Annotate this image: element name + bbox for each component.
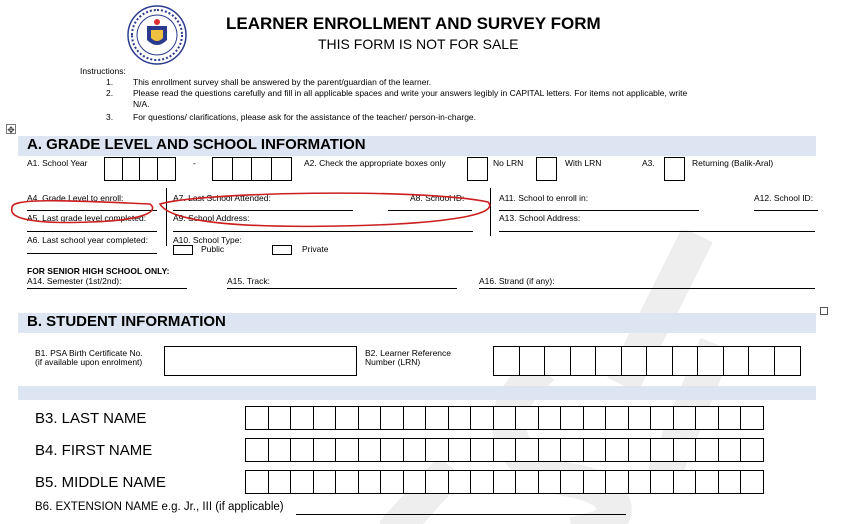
a5-line[interactable] <box>27 231 157 232</box>
a15-line[interactable] <box>227 288 457 289</box>
a11-line[interactable] <box>499 210 699 211</box>
a14-line[interactable] <box>27 288 187 289</box>
a12-label: A12. School ID: <box>754 193 814 203</box>
a5-label: A5. Last grade level completed: <box>27 213 147 223</box>
b6-label: B6. EXTENSION NAME e.g. Jr., III (if applicable) <box>35 501 284 513</box>
instruction-2-cont: N/A. <box>133 99 150 109</box>
b1-label-line2: (if available upon enrolment) <box>35 357 143 367</box>
public-checkbox[interactable] <box>173 245 193 255</box>
lrn-boxes[interactable] <box>493 346 799 376</box>
a7-label: A7. Last School Attended: <box>173 193 271 203</box>
resize-handle-icon[interactable] <box>820 307 828 315</box>
with-lrn-checkbox[interactable] <box>536 157 557 181</box>
a10-label: A10. School Type: <box>173 235 242 245</box>
first-name-boxes[interactable] <box>245 438 763 462</box>
instruction-2: Please read the questions carefully and fill in all applicable spaces and write your answers legibly in CAPITAL letters. For items not applicable, write <box>133 88 688 98</box>
instruction-num-1: 1. <box>106 77 114 87</box>
a6-line[interactable] <box>27 253 157 254</box>
instruction-num-3: 3. <box>106 112 114 122</box>
returning-checkbox[interactable] <box>664 157 685 181</box>
school-year-start-boxes[interactable] <box>104 157 174 181</box>
instruction-3: For questions/ clarifications, please ask for the assistance of the teacher/ person-in-charge. <box>133 112 477 122</box>
private-checkbox[interactable] <box>272 245 292 255</box>
form-subtitle: THIS FORM IS NOT FOR SALE <box>318 36 519 52</box>
last-name-boxes[interactable] <box>245 406 763 430</box>
red-annotation <box>0 180 500 230</box>
b5-label: B5. MIDDLE NAME <box>35 474 166 491</box>
b2-label-line1: B2. Learner Reference <box>365 348 451 358</box>
section-b-title: B. STUDENT INFORMATION <box>27 313 226 330</box>
a9-line[interactable] <box>173 231 473 232</box>
b4-label: B4. FIRST NAME <box>35 442 153 459</box>
returning-label: Returning (Balik-Aral) <box>692 158 774 168</box>
a16-label: A16. Strand (if any): <box>479 276 555 286</box>
a8-label: A8. School ID: <box>410 193 465 203</box>
instruction-1: This enrollment survey shall be answered by the parent/guardian of the learner. <box>133 77 432 87</box>
a11-label: A11. School to enroll in: <box>499 193 589 203</box>
a12-line[interactable] <box>754 210 818 211</box>
a13-label: A13. School Address: <box>499 213 581 223</box>
a6-label: A6. Last school year completed: <box>27 235 148 245</box>
public-label: Public <box>201 244 225 254</box>
section-b-separator-band <box>18 386 816 400</box>
middle-name-boxes[interactable] <box>245 470 763 494</box>
a16-line[interactable] <box>479 288 815 289</box>
school-year-dash: - <box>193 158 196 168</box>
form-title: LEARNER ENROLLMENT AND SURVEY FORM <box>226 14 601 33</box>
a3-label: A3. <box>642 158 655 168</box>
with-lrn-label: With LRN <box>565 158 602 168</box>
b3-label: B3. LAST NAME <box>35 410 147 427</box>
section-a-title: A. GRADE LEVEL AND SCHOOL INFORMATION <box>27 136 366 153</box>
instructions-heading: Instructions: <box>80 66 126 76</box>
no-lrn-label: No LRN <box>493 158 524 168</box>
extension-name-line[interactable] <box>296 514 626 515</box>
shs-heading: FOR SENIOR HIGH SCHOOL ONLY: <box>27 266 170 276</box>
deped-seal-logo <box>126 4 188 66</box>
instruction-num-2: 2. <box>106 88 114 98</box>
b2-label-line2: Number (LRN) <box>365 357 421 367</box>
a13-line[interactable] <box>499 231 815 232</box>
move-handle-icon[interactable]: ✥ <box>7 125 15 135</box>
a15-label: A15. Track: <box>227 276 270 286</box>
b1-label-line1: B1. PSA Birth Certificate No. <box>35 348 143 358</box>
a9-label: A9. School Address: <box>173 213 250 223</box>
no-lrn-checkbox[interactable] <box>467 157 488 181</box>
a14-label: A14. Semester (1st/2nd): <box>27 276 122 286</box>
private-label: Private <box>302 244 329 254</box>
a4-label: A4. Grade Level to enroll: <box>27 193 124 203</box>
school-year-end-boxes[interactable] <box>212 157 290 181</box>
a1-label: A1. School Year <box>27 158 88 168</box>
a2-label: A2. Check the appropriate boxes only <box>304 158 446 168</box>
psa-birth-cert-input[interactable] <box>164 346 357 376</box>
